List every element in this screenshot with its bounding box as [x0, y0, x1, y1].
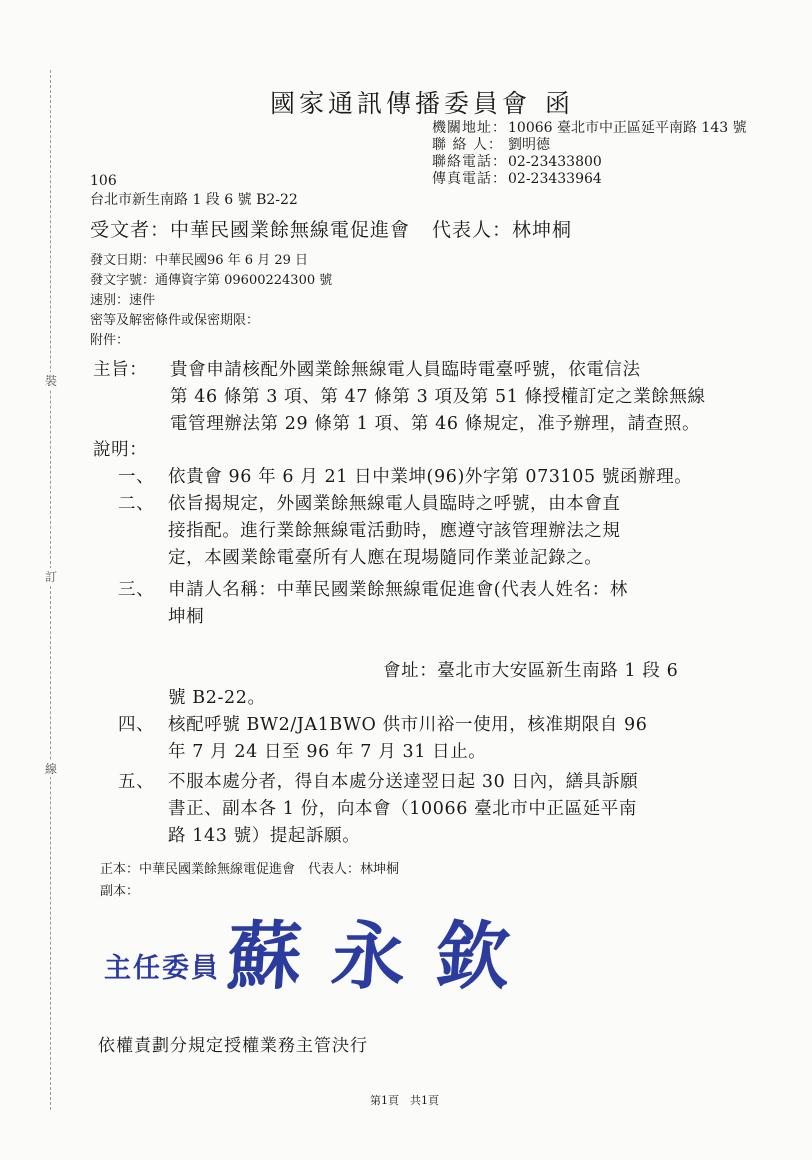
delivery-speed: 速別：速件: [90, 293, 156, 308]
item-text: 書正、副本各 1 份，向本會（10066 臺北市中正區延平南: [168, 799, 637, 819]
contact-person-value: 劉明德: [508, 137, 550, 153]
description-label: 說明：: [93, 440, 148, 460]
contact-address-value: 10066 臺北市中正區延平南路 143 號: [508, 120, 747, 136]
contact-fax: [432, 171, 602, 188]
contact-person: [432, 137, 550, 154]
contact-address: [432, 120, 747, 137]
contact-person-label: 聯 絡 人：: [432, 137, 503, 153]
item-number: 一、: [118, 467, 155, 487]
item-text: 接指配。進行業餘無線電活動時，應遵守該管理辦法之規: [168, 521, 621, 541]
secrecy-level: 密等及解密條件或保密期限：: [90, 313, 260, 328]
item-text: 號 B2-22。: [168, 688, 266, 708]
attachments: 附件：: [90, 333, 130, 348]
subject-label: 主旨：: [93, 360, 148, 380]
page-number: 第1頁 共1頁: [370, 1094, 439, 1107]
document-number: 發文字號：通傳資字第 09600224300 號: [90, 273, 333, 288]
item-text: 核配呼號 BW2/JA1BWO 供市川裕一使用，核准期限自 96: [168, 715, 648, 735]
subject-line: 電管理辦法第 29 條第 1 項、第 46 條規定，准予辦理，請查照。: [170, 414, 701, 434]
subject-line: 貴會申請核配外國業餘無線電人員臨時電臺呼號，依電信法: [170, 360, 641, 380]
issue-date: 發文日期：中華民國96 年 6 月 29 日: [90, 253, 309, 268]
copy-recipient: 副本：: [100, 884, 140, 899]
item-text: 坤桐: [168, 607, 205, 627]
issuing-agency: 國家通訊傳播委員會: [270, 89, 532, 118]
item-number: 三、: [118, 580, 155, 600]
recipient-line: [90, 215, 572, 242]
item-text: 年 7 月 24 日至 96 年 7 月 31 日止。: [168, 742, 487, 762]
contact-phone-value: 02-23433800: [508, 154, 602, 170]
item-number: 四、: [118, 715, 155, 735]
item-text: 依貴會 96 年 6 月 21 日中業坤(96)外字第 073105 號函辦理。: [168, 467, 693, 487]
recipient-name: 受文者：中華民國業餘無線電促進會: [90, 219, 411, 241]
contact-address-label: 機關地址：: [432, 120, 507, 136]
original-recipient: 正本：中華民國業餘無線電促進會 代表人：林坤桐: [100, 862, 400, 877]
delegation-note: 依權責劃分規定授權業務主管決行: [98, 1036, 368, 1056]
recipient-representative: 代表人：林坤桐: [432, 219, 573, 241]
item-number: 二、: [118, 494, 155, 514]
binding-mark-ding: 訂: [44, 570, 57, 584]
item-text: 會址：臺北市大安區新生南路 1 段 6: [383, 661, 679, 681]
document-type: 函: [545, 89, 575, 118]
item-text: 路 143 號）提起訴願。: [168, 826, 361, 846]
item-text: 依旨揭規定，外國業餘無線電人員臨時之呼號，由本會直: [168, 494, 621, 514]
subject-line: 第 46 條第 3 項、第 47 條第 3 項及第 51 條授權訂定之業餘無線: [170, 387, 706, 407]
recipient-mailing-address: 台北市新生南路 1 段 6 號 B2-22: [90, 192, 298, 208]
signature-title-stamp: 主任委員: [104, 953, 220, 984]
binding-line: [50, 70, 51, 1110]
binding-mark-zhuang: 裝: [44, 374, 57, 388]
item-text: 定，本國業餘電臺所有人應在現場隨同作業並記錄之。: [168, 548, 603, 568]
signature-name-stamp: 蘇永欽: [224, 914, 543, 1000]
contact-fax-label: 傳真電話：: [432, 171, 507, 187]
contact-phone-label: 聯絡電話：: [432, 154, 507, 170]
item-number: 五、: [118, 772, 155, 792]
item-text: 申請人名稱：中華民國業餘無線電促進會(代表人姓名：林: [168, 580, 628, 600]
postal-code: 106: [90, 173, 117, 189]
contact-fax-value: 02-23433964: [508, 171, 602, 187]
document-title: [270, 84, 574, 120]
binding-mark-xian: 線: [44, 762, 57, 776]
item-text: 不服本處分者，得自本處分送達翌日起 30 日內，繕具訴願: [168, 772, 639, 792]
contact-phone: [432, 154, 602, 171]
